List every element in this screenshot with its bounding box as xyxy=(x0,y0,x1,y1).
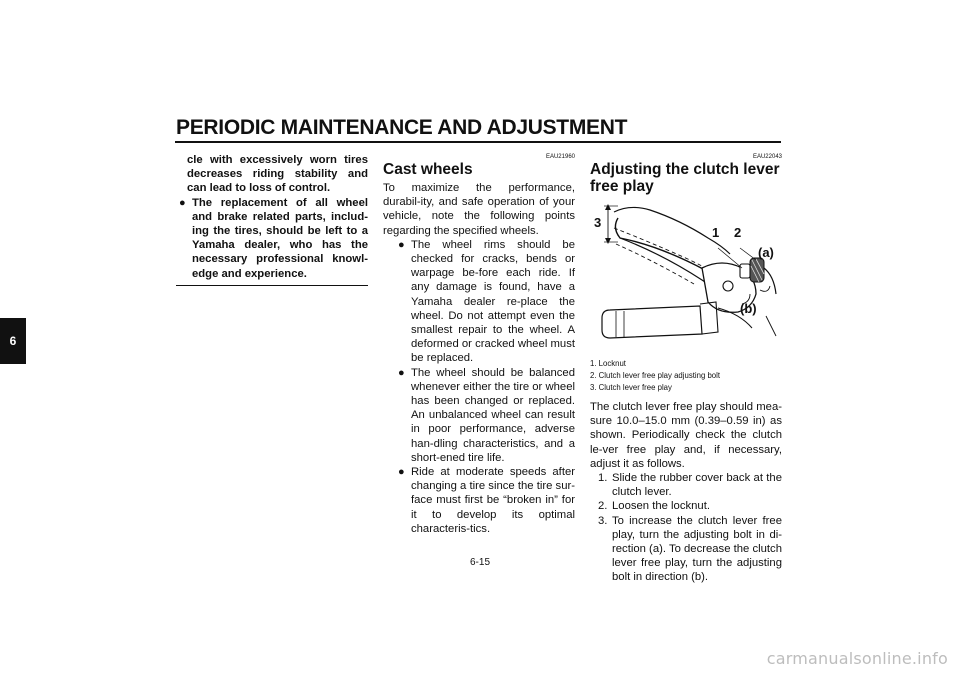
list-item-text: The wheel should be balanced whenever either the tire or wheel has been changed or replaced. An unbalanced wheel can result in poor performance, adverse han-dling characteristics, and a short-ened tire life. xyxy=(411,366,575,464)
warning-continuation: cle with excessively worn tires decreases riding stability and can lead to loss of control. xyxy=(187,154,368,195)
list-item xyxy=(395,465,575,536)
cast-wheels-bullets xyxy=(383,238,575,536)
bullet-dot-icon: ● xyxy=(398,466,405,479)
section-title: Adjusting the clutch lever free play xyxy=(590,161,780,195)
list-item xyxy=(395,238,575,366)
figure-captions xyxy=(590,358,782,394)
section-intro: To maximize the performance, durabil-ity, and safe operation of your vehicle, note the following points regarding the specified wheels. xyxy=(383,182,575,237)
bullet-dot-icon: ● xyxy=(398,238,405,251)
step-number: 2. xyxy=(598,500,608,513)
list-item-text: The wheel rims should be checked for cracks, bends or warpage be-fore each ride. If any damage is found, have a Yamaha dealer re-place the wheel. Do not attempt even the smallest repair to the wheel. A deformed or cracked wheel must be replaced. xyxy=(411,238,575,365)
figure-label-1: 1 xyxy=(712,225,720,240)
chapter-tab[interactable]: 6 xyxy=(0,318,26,364)
figure-label-b: (b) xyxy=(740,301,757,316)
step-text: Slide the rubber cover back at the clutch lever. xyxy=(612,472,782,499)
caption-item: 2. Clutch lever free play adjusting bolt xyxy=(590,371,721,380)
cast-wheels-section xyxy=(383,153,575,536)
list-item xyxy=(598,499,782,513)
page-header-title: PERIODIC MAINTENANCE AND ADJUSTMENT xyxy=(176,116,628,139)
caption-item: 3. Clutch lever free play xyxy=(590,383,672,392)
list-item-text: Ride at moderate speeds after changing a tire since the tire sur-face must first be “broken in” for it to develop its optimal characteris-tics. xyxy=(411,466,575,535)
clutch-section xyxy=(590,153,782,585)
warning-column xyxy=(176,153,368,286)
clutch-lever-figure xyxy=(590,198,782,354)
warning-bullet-text: The replacement of all wheel and brake related parts, includ-ing the tires, should be left to a Yamaha dealer, who has the necessary professional knowl-edge and experience. xyxy=(192,196,368,280)
bullet-dot-icon: ● xyxy=(398,366,405,379)
page-number: 6-15 xyxy=(469,557,490,568)
section-title: Cast wheels xyxy=(383,161,473,178)
figure-label-2: 2 xyxy=(734,225,742,240)
section-code: EAU21960 xyxy=(545,154,575,160)
warning-end-rule xyxy=(176,285,368,286)
figure-label-3: 3 xyxy=(594,215,602,230)
section-code: EAU22043 xyxy=(752,154,782,160)
section-body: The clutch lever free play should mea-sure 10.0–15.0 mm (0.39–0.59 in) as shown. Periodically check the clutch le-ver free play and, if necessary, adjust it as follows. xyxy=(590,401,782,470)
figure-label-a: (a) xyxy=(758,245,774,260)
warning-bullet xyxy=(176,196,368,281)
caption-item: 1. Locknut xyxy=(590,359,626,368)
bullet-dot-icon: ● xyxy=(179,196,186,209)
step-text: To increase the clutch lever free play, turn the adjusting bolt in di-rection (a). To decrease the clutch lever free play, turn the adjusting bolt in direction (b). xyxy=(612,514,782,584)
header-rule xyxy=(175,141,781,143)
clutch-lever-illustration xyxy=(590,198,782,354)
watermark: carmanualsonline.info xyxy=(766,649,948,668)
clutch-steps xyxy=(590,471,782,585)
step-number: 3. xyxy=(598,514,608,527)
list-item xyxy=(598,471,782,499)
list-item xyxy=(598,514,782,585)
step-number: 1. xyxy=(598,472,608,485)
step-text: Loosen the locknut. xyxy=(612,500,710,513)
list-item xyxy=(395,366,575,465)
